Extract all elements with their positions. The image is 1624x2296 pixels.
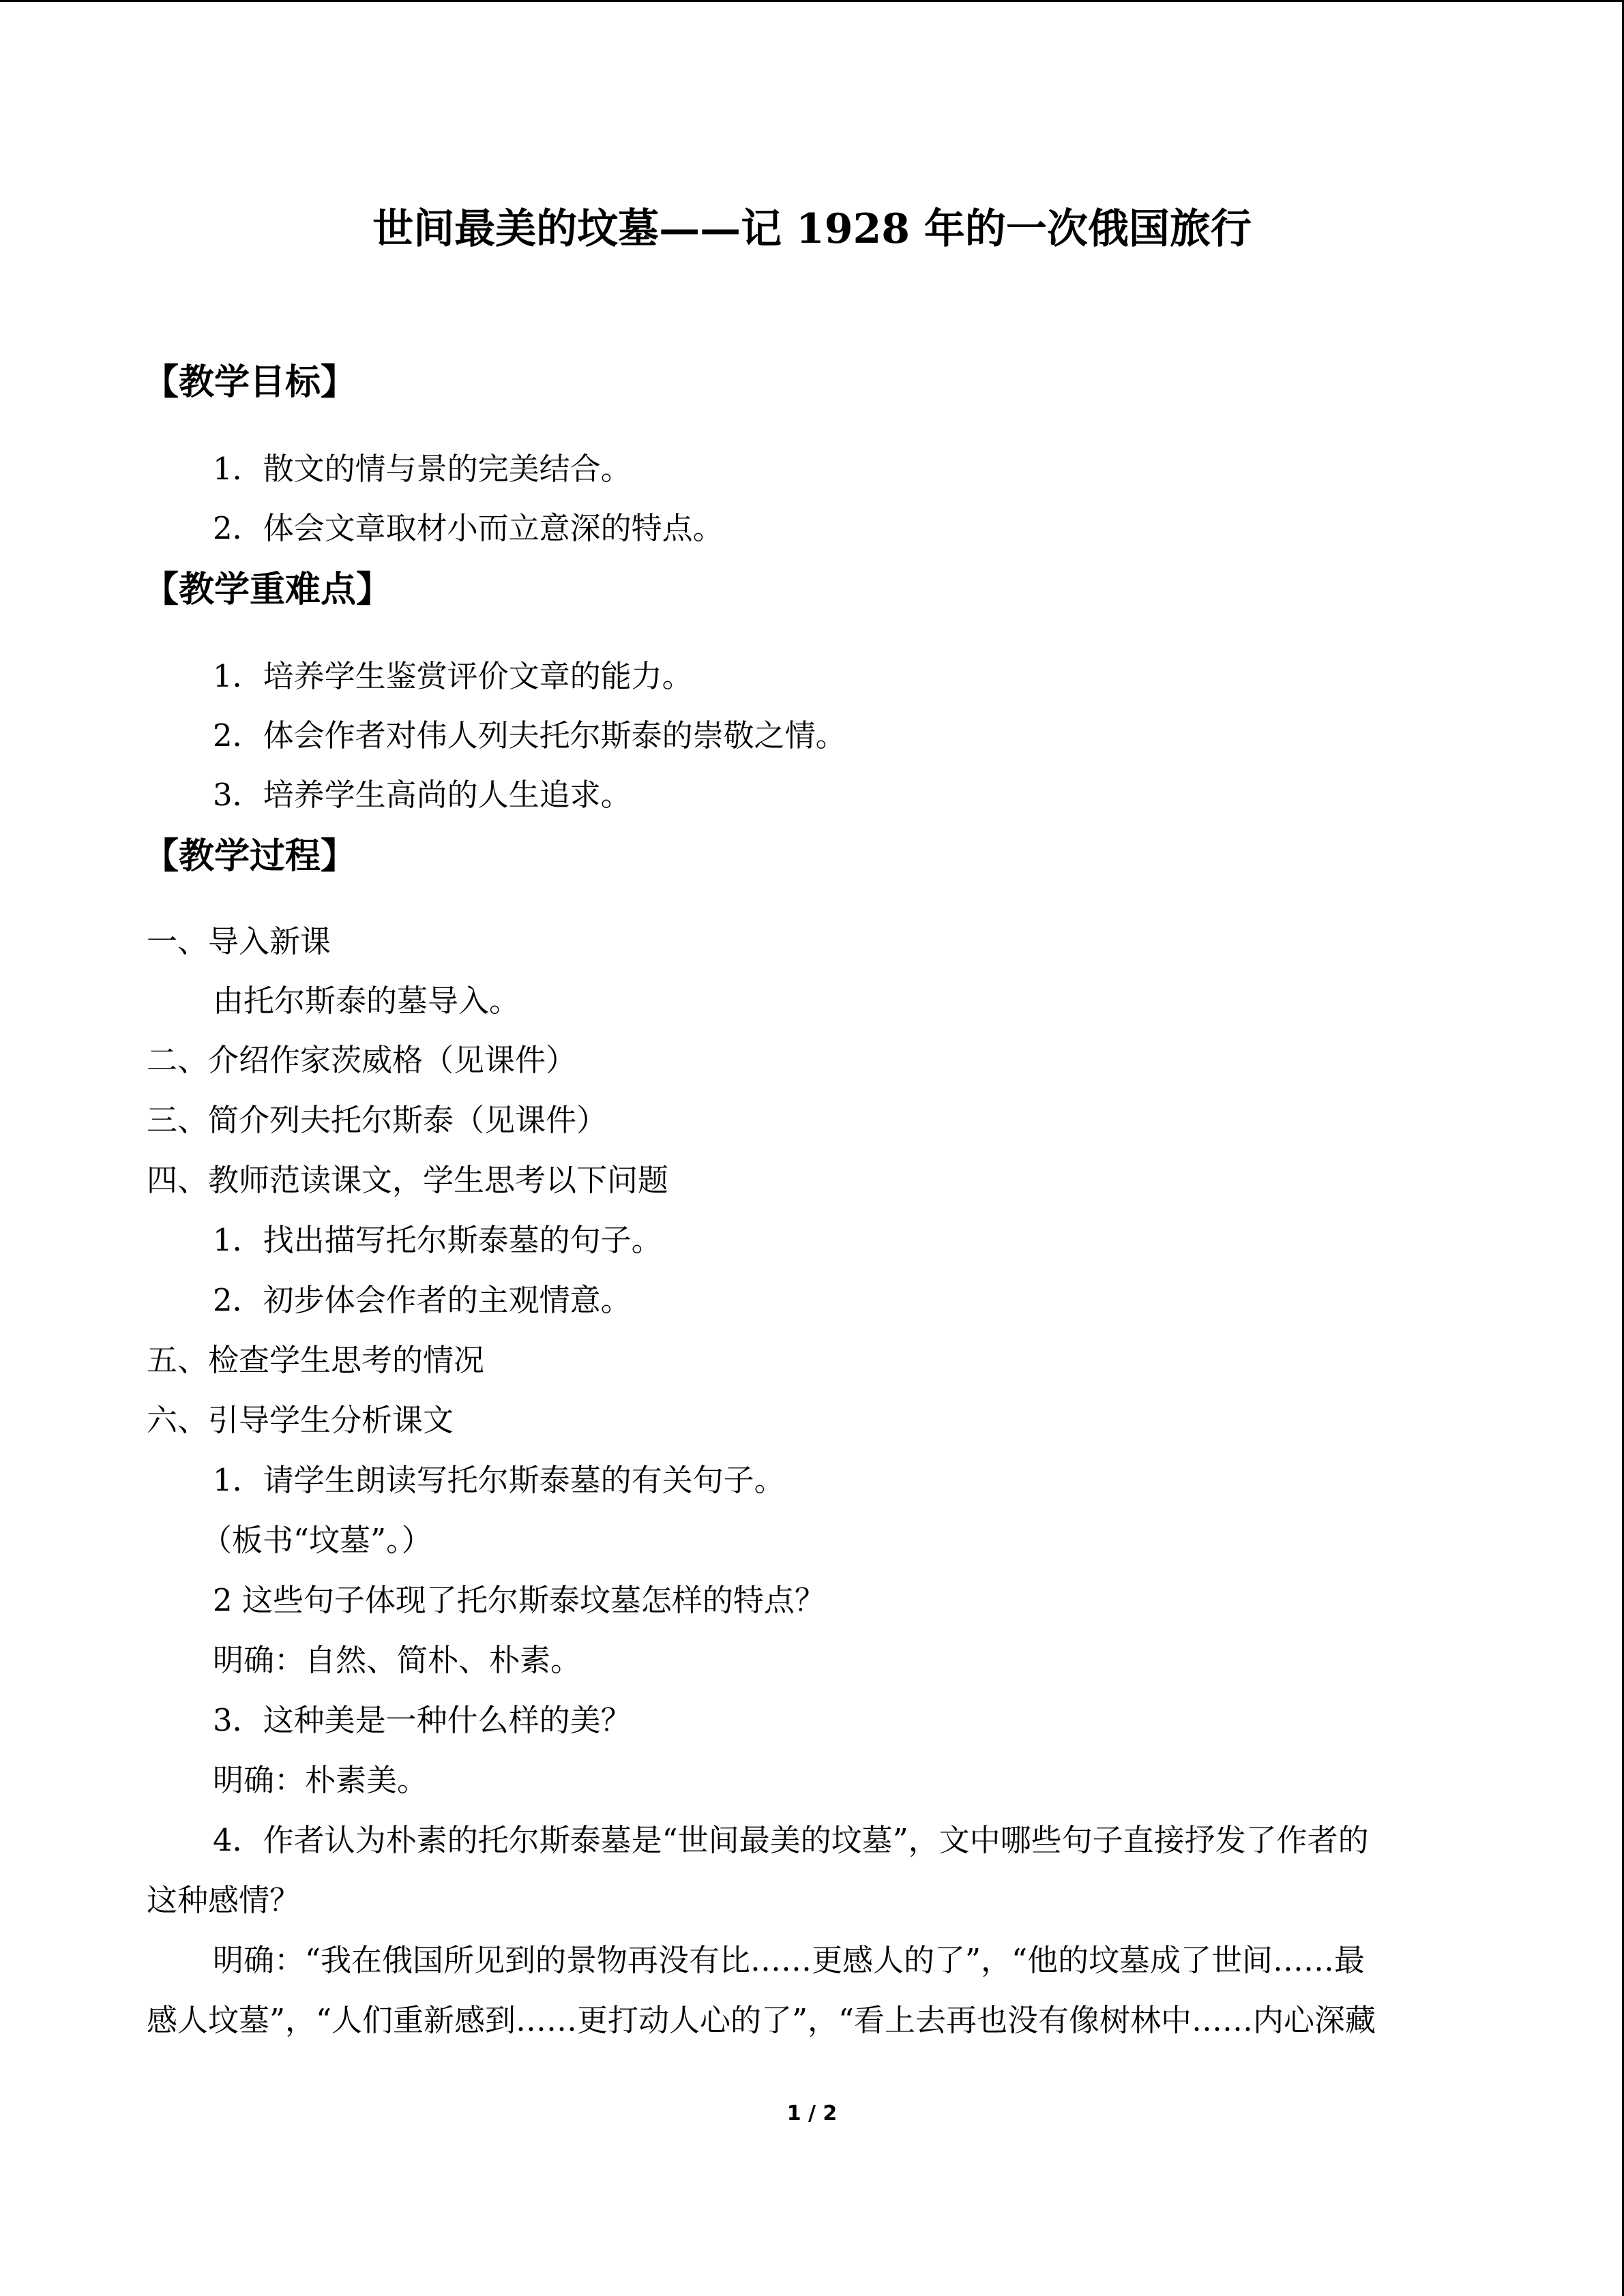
- process-step-heading: 四、教师范读课文，学生思考以下问题: [147, 1162, 669, 1198]
- objective-item: 2．体会文章取材小而立意深的特点。: [213, 510, 724, 546]
- key-point-item: 2．体会作者对伟人列夫托尔斯泰的崇敬之情。: [213, 717, 846, 754]
- process-step-heading: 五、检查学生思考的情况: [147, 1342, 485, 1378]
- process-line: 1．找出描写托尔斯泰墓的句子。: [213, 1222, 662, 1258]
- key-point-item: 1．培养学生鉴赏评价文章的能力。: [213, 658, 693, 694]
- process-line: 感人坟墓”，“人们重新感到……更打动人心的了”，“看上去再也没有像树林中……内心深藏: [147, 2002, 1376, 2038]
- process-line: 这种感情？: [147, 1882, 301, 1918]
- process-line: 明确：朴素美。: [213, 1762, 428, 1798]
- document-title: 世间最美的坟墓——记 1928 年的一次俄国旅行: [372, 205, 1252, 253]
- process-step-heading: 六、引导学生分析课文: [147, 1402, 454, 1438]
- objective-item: 1．散文的情与景的完美结合。: [213, 451, 632, 487]
- process-line: 2．初步体会作者的主观情意。: [213, 1282, 632, 1318]
- process-line: 3．这种美是一种什么样的美？: [213, 1702, 632, 1738]
- key-points-heading: 【教学重难点】: [143, 569, 392, 610]
- process-heading: 【教学过程】: [143, 836, 357, 877]
- process-step-heading: 三、简介列夫托尔斯泰（见课件）: [147, 1102, 608, 1138]
- key-point-item: 3．培养学生高尚的人生追求。: [213, 777, 632, 813]
- page-number: 1 / 2: [786, 2102, 838, 2126]
- process-line: 4．作者认为朴素的托尔斯泰墓是“世间最美的坟墓”，文中哪些句子直接抒发了作者的: [213, 1822, 1369, 1858]
- process-line: （板书“坟墓”。）: [201, 1522, 432, 1558]
- process-line: 2 这些句子体现了托尔斯泰坟墓怎样的特点？: [213, 1582, 825, 1618]
- process-line: 明确：自然、简朴、朴素。: [213, 1642, 582, 1678]
- objectives-heading: 【教学目标】: [143, 362, 357, 403]
- process-line: 明确：“我在俄国所见到的景物再没有比……更感人的了”，“他的坟墓成了世间……最: [213, 1942, 1365, 1978]
- process-step-heading: 二、介绍作家茨威格（见课件）: [147, 1042, 577, 1078]
- process-step-heading: 一、导入新课: [147, 923, 331, 959]
- process-line: 1．请学生朗读写托尔斯泰墓的有关句子。: [213, 1462, 785, 1498]
- process-line: 由托尔斯泰的墓导入。: [213, 983, 520, 1019]
